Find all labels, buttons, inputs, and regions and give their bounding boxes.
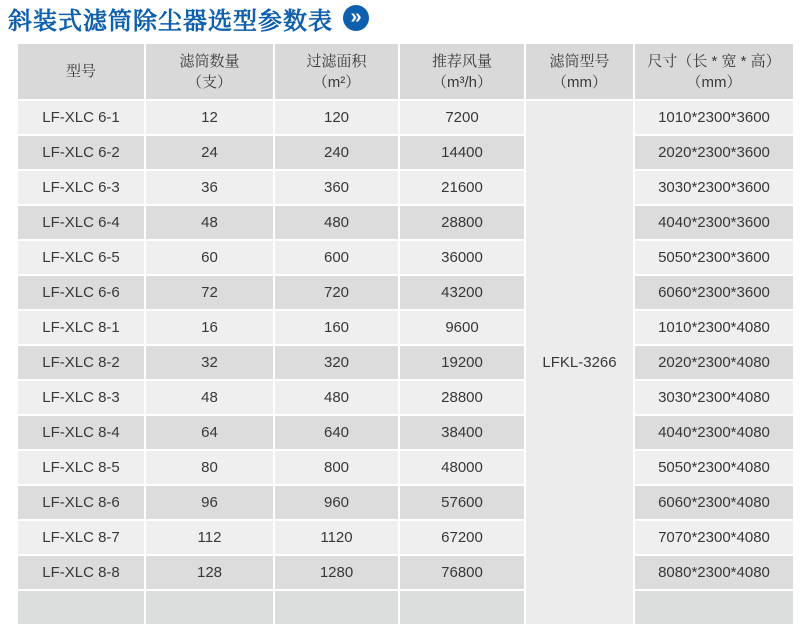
cell-cartridge-qty: 36 [146, 171, 273, 204]
cell-airflow: 28800 [400, 381, 524, 414]
cell-cartridge-qty: 96 [146, 486, 273, 519]
cell-airflow: 43200 [400, 276, 524, 309]
cell-dimensions: 1010*2300*3600 [635, 101, 793, 134]
partial-row-cutoff [18, 591, 793, 624]
table-row [18, 521, 793, 554]
cell-airflow: 38400 [400, 416, 524, 449]
col-header-airflow [400, 44, 524, 99]
table-row [18, 486, 793, 519]
cell-dimensions: 4040*2300*4080 [635, 416, 793, 449]
cell-filter-area: 120 [275, 101, 398, 134]
cell-filter-area: 960 [275, 486, 398, 519]
cell-airflow: 67200 [400, 521, 524, 554]
page-title: 斜装式滤筒除尘器选型参数表 [8, 7, 333, 35]
col-header-unit: （支） [186, 73, 232, 91]
cell-model: LF-XLC 6-5 [18, 241, 144, 274]
table-row [18, 416, 793, 449]
cell-dimensions: 3030*2300*4080 [635, 381, 793, 414]
table-row [18, 451, 793, 484]
cell-dimensions: 7070*2300*4080 [635, 521, 793, 554]
cell-filter-area: 800 [275, 451, 398, 484]
col-header-label: 型号 [65, 63, 96, 80]
cell-cartridge-qty: 80 [146, 451, 273, 484]
cell-model: LF-XLC 6-1 [18, 101, 144, 134]
cell-cartridge-qty: 60 [146, 241, 273, 274]
col-header-label: 过滤面积 [306, 52, 367, 70]
cell-model: LF-XLC 6-6 [18, 276, 144, 309]
col-header-cartridge-model [526, 44, 633, 99]
cell-dimensions: 5050*2300*4080 [635, 451, 793, 484]
cell-filter-area: 1120 [275, 521, 398, 554]
cell-dimensions: 3030*2300*3600 [635, 171, 793, 204]
cell-dimensions: 4040*2300*3600 [635, 206, 793, 239]
cell-dimensions: 6060*2300*3600 [635, 276, 793, 309]
cell-cartridge-qty: 72 [146, 276, 273, 309]
cell-filter-area: 240 [275, 136, 398, 169]
cell-model: LF-XLC 6-2 [18, 136, 144, 169]
col-header-label: 滤筒数量 [179, 52, 240, 70]
cell-model: LF-XLC 8-6 [18, 486, 144, 519]
table-row [18, 346, 793, 379]
cell-airflow: 21600 [400, 171, 524, 204]
col-header-filter-area [275, 44, 398, 99]
cell-dimensions: 8080*2300*4080 [635, 556, 793, 589]
cell-airflow: 7200 [400, 101, 524, 134]
header-row [18, 44, 793, 99]
col-header-unit: （mm） [552, 73, 607, 91]
cell-cartridge-qty: 24 [146, 136, 273, 169]
cell-airflow: 14400 [400, 136, 524, 169]
table-row [18, 171, 793, 204]
cell-filter-area: 720 [275, 276, 398, 309]
cell-dimensions: 2020*2300*3600 [635, 136, 793, 169]
table-row [18, 101, 793, 134]
cell-cartridge-qty: 16 [146, 311, 273, 344]
cell-airflow: 9600 [400, 311, 524, 344]
cell-filter-area: 360 [275, 171, 398, 204]
cell-cartridge-qty: 64 [146, 416, 273, 449]
cell-filter-area: 160 [275, 311, 398, 344]
cell-empty [275, 591, 398, 624]
cell-cartridge-qty: 48 [146, 206, 273, 239]
filter-model-merged-cell: LFKL-3266 [526, 101, 633, 624]
table-row [18, 381, 793, 414]
cell-airflow: 19200 [400, 346, 524, 379]
cell-airflow: 57600 [400, 486, 524, 519]
col-header-label: 滤筒型号 [549, 52, 610, 70]
cell-cartridge-qty: 112 [146, 521, 273, 554]
table-row [18, 206, 793, 239]
cell-filter-area: 320 [275, 346, 398, 379]
col-header-dimensions [635, 44, 793, 99]
col-header-unit: （m²） [312, 73, 361, 91]
cell-airflow: 48000 [400, 451, 524, 484]
page-header [8, 3, 801, 33]
cell-empty [400, 591, 524, 624]
col-header-model [18, 44, 144, 99]
cell-dimensions: 1010*2300*4080 [635, 311, 793, 344]
cell-cartridge-qty: 32 [146, 346, 273, 379]
chevrons-right-icon: » [343, 5, 369, 31]
table-row [18, 276, 793, 309]
cell-filter-area: 480 [275, 381, 398, 414]
cell-empty [18, 591, 144, 624]
selection-parameter-table [16, 42, 795, 626]
cell-airflow: 28800 [400, 206, 524, 239]
col-header-unit: （m³/h） [431, 73, 492, 91]
col-header-unit: （mm） [686, 73, 742, 91]
table-row [18, 556, 793, 589]
cell-filter-area: 1280 [275, 556, 398, 589]
cell-airflow: 36000 [400, 241, 524, 274]
cell-model: LF-XLC 8-4 [18, 416, 144, 449]
cell-model: LF-XLC 8-7 [18, 521, 144, 554]
cell-airflow: 76800 [400, 556, 524, 589]
col-header-label: 推荐风量 [431, 52, 492, 70]
cell-model: LF-XLC 8-5 [18, 451, 144, 484]
cell-model: LF-XLC 6-4 [18, 206, 144, 239]
cell-filter-area: 480 [275, 206, 398, 239]
table-row [18, 136, 793, 169]
cell-dimensions: 2020*2300*4080 [635, 346, 793, 379]
cell-model: LF-XLC 6-3 [18, 171, 144, 204]
table-row [18, 241, 793, 274]
cell-model: LF-XLC 8-3 [18, 381, 144, 414]
cell-dimensions: 5050*2300*3600 [635, 241, 793, 274]
cell-filter-area: 600 [275, 241, 398, 274]
cell-model: LF-XLC 8-2 [18, 346, 144, 379]
cell-empty [635, 591, 793, 624]
cell-model: LF-XLC 8-8 [18, 556, 144, 589]
col-header-label: 尺寸（长 * 宽 * 高） [647, 52, 781, 70]
cell-dimensions: 6060*2300*4080 [635, 486, 793, 519]
table-row [18, 311, 793, 344]
cell-empty [146, 591, 273, 624]
cell-model: LF-XLC 8-1 [18, 311, 144, 344]
cell-filter-area: 640 [275, 416, 398, 449]
cell-cartridge-qty: 12 [146, 101, 273, 134]
cell-cartridge-qty: 128 [146, 556, 273, 589]
col-header-cartridge-qty [146, 44, 273, 99]
cell-cartridge-qty: 48 [146, 381, 273, 414]
